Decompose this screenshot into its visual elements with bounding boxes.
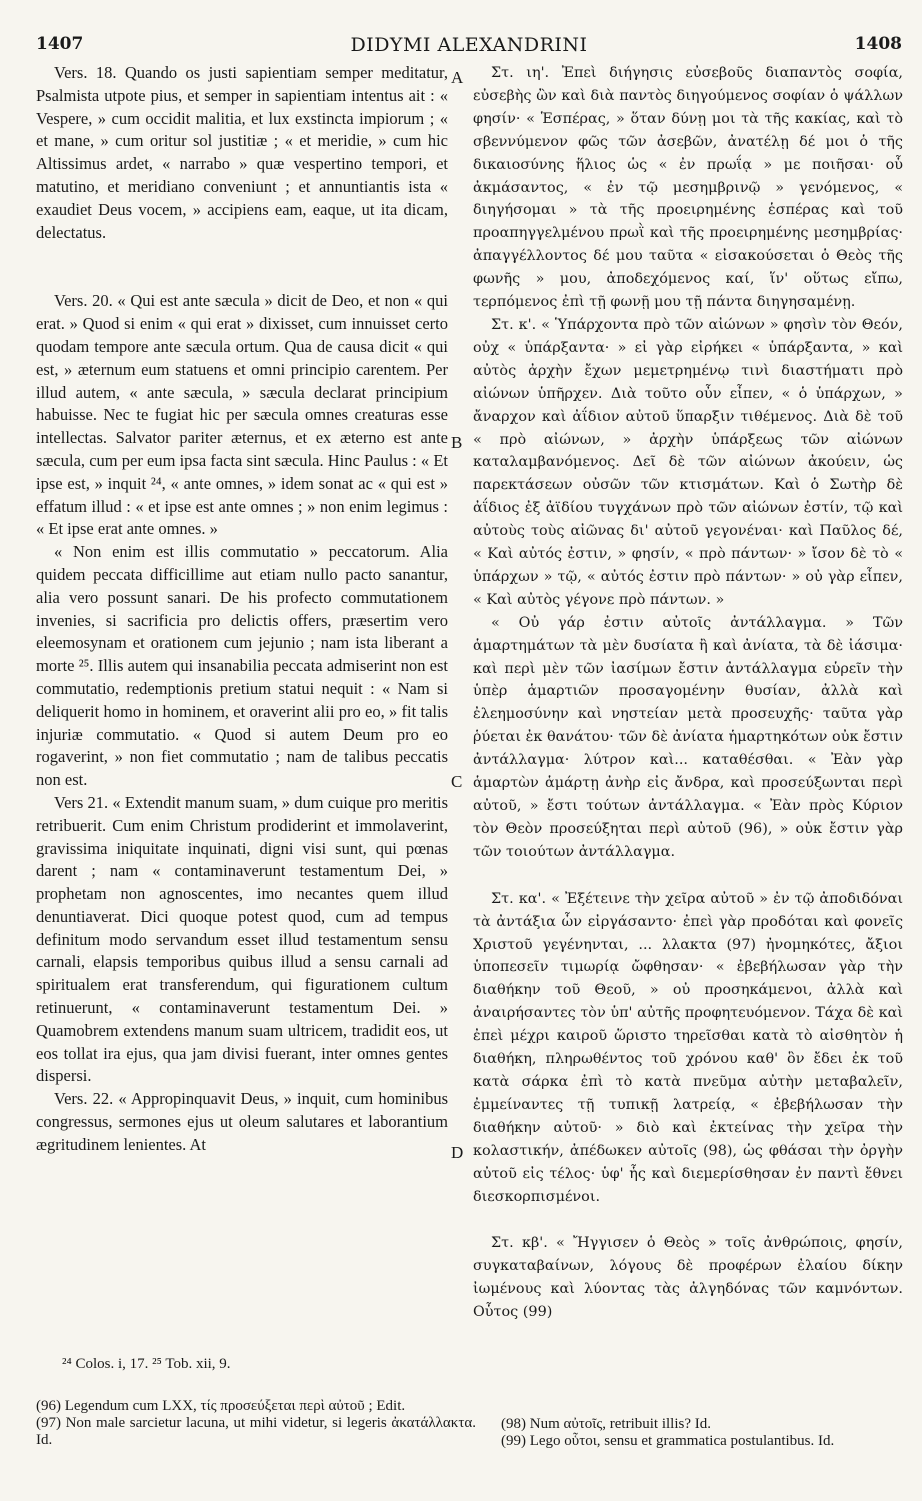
greek-verse-18: Στ. ιη'. Ἐπεὶ διήγησις εὐσεβοῦς διαπαντὸς σοφία, εὐσεβὴς ὢν καὶ διὰ παντὸς διηγούμενος σοφίαν ὁ ψάλλων φησίν· « Ἑσπέρας, » ὅταν δύνῃ μοι τὰ τῆς κακίας, καὶ τὸ σβεννύμενον φῶς τῶν ἀσεβῶν, ἀνατέλῃ δέ μοι ὁ τῆς δικαιοσύνης ἥλιος ὡς « ἐν πρωΐᾳ » με ποιῆσαι· οὗ ἀκμάσαντος, « ἐν τῷ μεσημβρινῷ » γενόμενος, « διηγήσομαι » τὰ τῆς προειρημένης ἑσπέρας καὶ τοῦ προαπηγγελμένου πρωῒ καὶ τῆς προειρημένης μεσημβρίας· ἀπαγγέλλοντος δέ μου ταῦτα « εἰσακούσεται ὁ Θεὸς τῆς φωνῆς » μου, ἀποδεχόμενος καί, ἵν' οὕτως εἴπω, τερπόμενος ἐπὶ τῇ φωνῇ μου τῇ πάντα διηγησαμένῃ. (473, 65, 903, 311)
latin-verse-22: Vers. 22. « Appropinquavit Deus, » inquit, cum hominibus congressus, sermones ejus ut oleum salutares et laborantium ægritudinem lenientes. At (36, 1089, 448, 1154)
greek-verse-22: Στ. κβ'. « Ἤγγισεν ὁ Θεὸς » τοῖς ἀνθρώποις, φησίν, συγκαταβαίνων, λόγους δὲ προφέρων ἐλαίου δίκην ἰωμένους καὶ λύοντας τὰς ἀλγηδόνας τῶν καμνόντων. Οὗτος (99) (473, 1235, 903, 1321)
margin-mark-b: B (451, 433, 463, 452)
footnotes-right (501, 1416, 901, 1450)
page-number-left: 1407 (36, 34, 84, 54)
latin-verse-20: Vers. 20. « Qui est ante sæcula » dicit de Deo, et non « qui erat. » Quod si enim « qui erat » dixisset, cum innuisset certo quodam tempore ante sæcula ortum. Qua de causa dicit « qui est, » æternum eum statuens et omni principio carentem. Per illud autem, « ante sæcula, » sæcula declarat principium habuisse. Nec te fugiat hic per sæcula omnes creaturas esse intellectas. Salvator pariter æternus, et ex æterno est ante sæcula, cum per eum ipsa facta sint sæcula. Hinc Paulus : « Et ipse est, » inquit ²⁴, « ante omnes, » idem sonat ac « qui est » effatum illud : « et ipse est ante omnes ; » non enim legimus : « Et ipse erat ante omnes. » (36, 291, 448, 539)
running-title: DIDYMI ALEXANDRINI (350, 34, 588, 56)
footnote-99: (99) Lego οὗτοι, sensu et grammatica postulantibus. Id. (501, 1433, 835, 1449)
footnote-96: (96) Legendum cum LXX, τίς προσεύξεται περὶ αὐτοῦ ; Edit. (36, 1398, 406, 1414)
greek-column (473, 62, 903, 1324)
margin-mark-c: C (451, 772, 463, 791)
footnote-98: (98) Num αὐτοῖς, retribuit illis? Id. (501, 1416, 712, 1432)
latin-column (36, 62, 448, 1157)
latin-verse-21: Vers 21. « Extendit manum suam, » dum cuique pro meritis retribuerit. Cum enim Christum prodiderint et immolaverint, gravissima iniquitate inquinati, digni visi sunt, qui pœnas darent ; nam « contaminaverunt testamentum Dei, » prophetam non agnoscentes, imo necantes quem illud denuntiaverat. Dici quoque potest quod, cum ad tempus definitum modo servandum esset illud testamentum sensu carnali, elapsis temporibus quibus illud a sensu carnali ad spiritualem erat transferendum, qui figurationem cultum retinuerunt, « contaminaverunt testamentum Dei. » Quamobrem extendens manum suam ultricem, tradidit eos, ut eos tollat ira ejus, qua jam divisi fuerant, inter omnes gentes dispersi. (36, 792, 448, 1086)
footnotes-left (36, 1398, 476, 1449)
greek-verse-20-antallagma: « Οὐ γάρ ἐστιν αὐτοῖς ἀντάλλαγμα. » Τῶν ἁμαρτημάτων τὰ μὲν δυσίατα ἢ καὶ ἀνίατα, τὰ δὲ ἰάσιμα· καὶ περὶ μὲν τῶν ἰασίμων ἔστιν ἀντάλλαγμα εὑρεῖν τὴν ὑπὲρ ἁμαρτιῶν προσαγομένην θυσίαν, ἀλλὰ καὶ ἐλεημοσύνην καὶ νηστείαν μετὰ προσευχῆς· ταῦτα γὰρ ῥύεται ἐκ θανάτου· τῶν δὲ ἀνίατα ἡμαρτηκότων οὐκ ἔστιν ἀντάλλαγμα· λύτρον καὶ... καταθέσθαι. « Ἐὰν γὰρ ἁμαρτὼν ἁμάρτῃ ἀνὴρ εἰς ἄνδρα, καὶ προσεύξωνται περὶ αὐτοῦ, » ἔστι τούτων ἀντάλλαγμα. « Ἐὰν πρὸς Κύριον τὸν Θεὸν προσεύξηται περὶ αὐτοῦ (96), » οὐκ ἔστιν γὰρ τῶν τοιούτων ἀντάλλαγμα. (473, 614, 903, 860)
greek-verse-21: Στ. κα'. « Ἐξέτεινε τὴν χεῖρα αὐτοῦ » ἐν τῷ ἀποδιδόναι τὰ ἀντάξια ὧν εἰργάσαντο· ἐπεὶ γὰρ προδόται καὶ φονεῖς Χριστοῦ γεγένηνται, ... λλακτα (97) ἠνομηκότες, ἄξιοι ὑποπεσεῖν τιμωρίᾳ ὤφθησαν· « ἐβεβήλωσαν γὰρ τὴν διαθήκην τοῦ Θεοῦ, » οὐ προσηκάμενοι, ἀλλὰ καὶ ἀναιρήσαντες τὸν ὑπ' αὐτῆς προφητευόμενον. Τάχα δὲ καὶ ἐπεὶ μέχρι καιροῦ ὥριστο τηρεῖσθαι κατὰ τὸ αἰσθητὸν ἡ διαθήκη, πληρωθέντος τοῦ χρόνου καθ' ὃν ἔδει ἐκ τοῦ κατὰ σάρκα ἐπὶ τὸ κατὰ πνεῦμα αὐτὴν μεταβαλεῖν, ἐμμείναντες τῇ τυπικῇ λατρείᾳ, « ἐβεβήλωσαν τὴν διαθήκην αὐτοῦ· » διὸ καὶ ἐκτείνας τὴν χεῖρα τὴν κολαστικήν, ἀπέδωκεν αὐτοῖς (98), ὡς φθάσαι τὴν ὀργὴν αὐτοῦ εἰς τέλος· ὑφ' ἧς καὶ διεμερίσθησαν ἐν παντὶ ἔθνει διεσκορπισμένοι. (473, 890, 903, 1205)
footnote-97: (97) Non male sarcietur lacuna, ut mihi videtur, si legeris ἀκατάλλακτα. Id. (36, 1415, 476, 1448)
greek-verse-20: Στ. κ'. « Ὑπάρχοντα πρὸ τῶν αἰώνων » φησὶν τὸν Θεόν, οὐχ « ὑπάρξαντα· » εἰ γὰρ εἰρήκει « ὑπάρξαντα, » καὶ αὐτὸς ἀρχὴν ἔχων μεμετρημένῳ τινὶ διαστήματι πρὸ αἰώνων ὑπῆρχεν. Διὰ τοῦτο οὖν εἶπεν, « ὁ ὑπάρχων, » ἄναρχον καὶ ἀΐδιον αὐτοῦ ὕπαρξιν τιθέμενος. Διὰ δὲ τοῦ « πρὸ αἰώνων, » ἀρχὴν ὑπάρξεως τῶν αἰώνων καταλαμβανόμενος. Δεῖ δὲ τῶν αἰώνων ἀκούειν, ὡς παρεκτάσεων οὐσῶν τῶν κτισμάτων. Καὶ ὁ Σωτὴρ δὲ ἀΐδιος ἐξ ἀϊδίου τυγχάνων πρὸ τῶν αἰώνων ἐστίν, τῷ καὶ αὐτοὺς τοὺς αἰῶνας δι' αὐτοῦ γεγονέναι· καὶ Παῦλος δέ, « Καὶ αὐτός ἐστιν, » φησίν, « πρὸ πάντων· » ἴσον δὲ τὸ « ὑπάρχων » τῷ, « αὐτός ἐστιν πρὸ πάντων· » οὐ γὰρ εἶπεν, « Καὶ αὐτὸς γέγονε πρὸ πάντων. » (473, 316, 903, 608)
latin-verse-18: Vers. 18. Quando os justi sapientiam semper meditatur, Psalmista utpote pius, et semper in sapientiam intentus ait : « Vespere, » cum occidit malitia, et lux exstincta impiorum ; « et mane, » cum oritur sol justitiæ ; « et meridie, » cum hic Altissimus ardet, « narrabo » quæ vespertino tempori, et matutino, et meridiano conveniunt ; et annuntiantis ista « exaudiet Deus vocem, » accipiens eam, eaque, ut ita dicam, delectatus. (36, 63, 448, 242)
latin-verse-20-commutatio: « Non enim est illis commutatio » peccatorum. Alia quidem peccata difficillime aut etiam nullo pacto sanantur, alia vero possunt sanari. De his profecto commutationem invenies, si sacrificia pro delictis offers, præsertim vero eleemosynam et orationem cum jejunio ; nam ista liberant a morte ²⁵. Illis autem qui insanabilia peccata admiserint non est commutatio, redemptionis pretium statui nequit : « Nam si deliquerit homo in hominem, et oraverint alii pro eo, » fit talis injuriæ commutatio. « Quod si autem Deum pro eo rogaverint, » non fiet commutatio ; nam de talibus peccatis non est. (36, 542, 448, 790)
margin-mark-a: A (451, 68, 464, 87)
page-header (36, 14, 902, 54)
scripture-references: ²⁴ Colos. i, 17. ²⁵ Tob. xii, 9. (62, 1356, 231, 1372)
margin-mark-d: D (451, 1143, 464, 1162)
page-number-right: 1408 (854, 34, 902, 54)
